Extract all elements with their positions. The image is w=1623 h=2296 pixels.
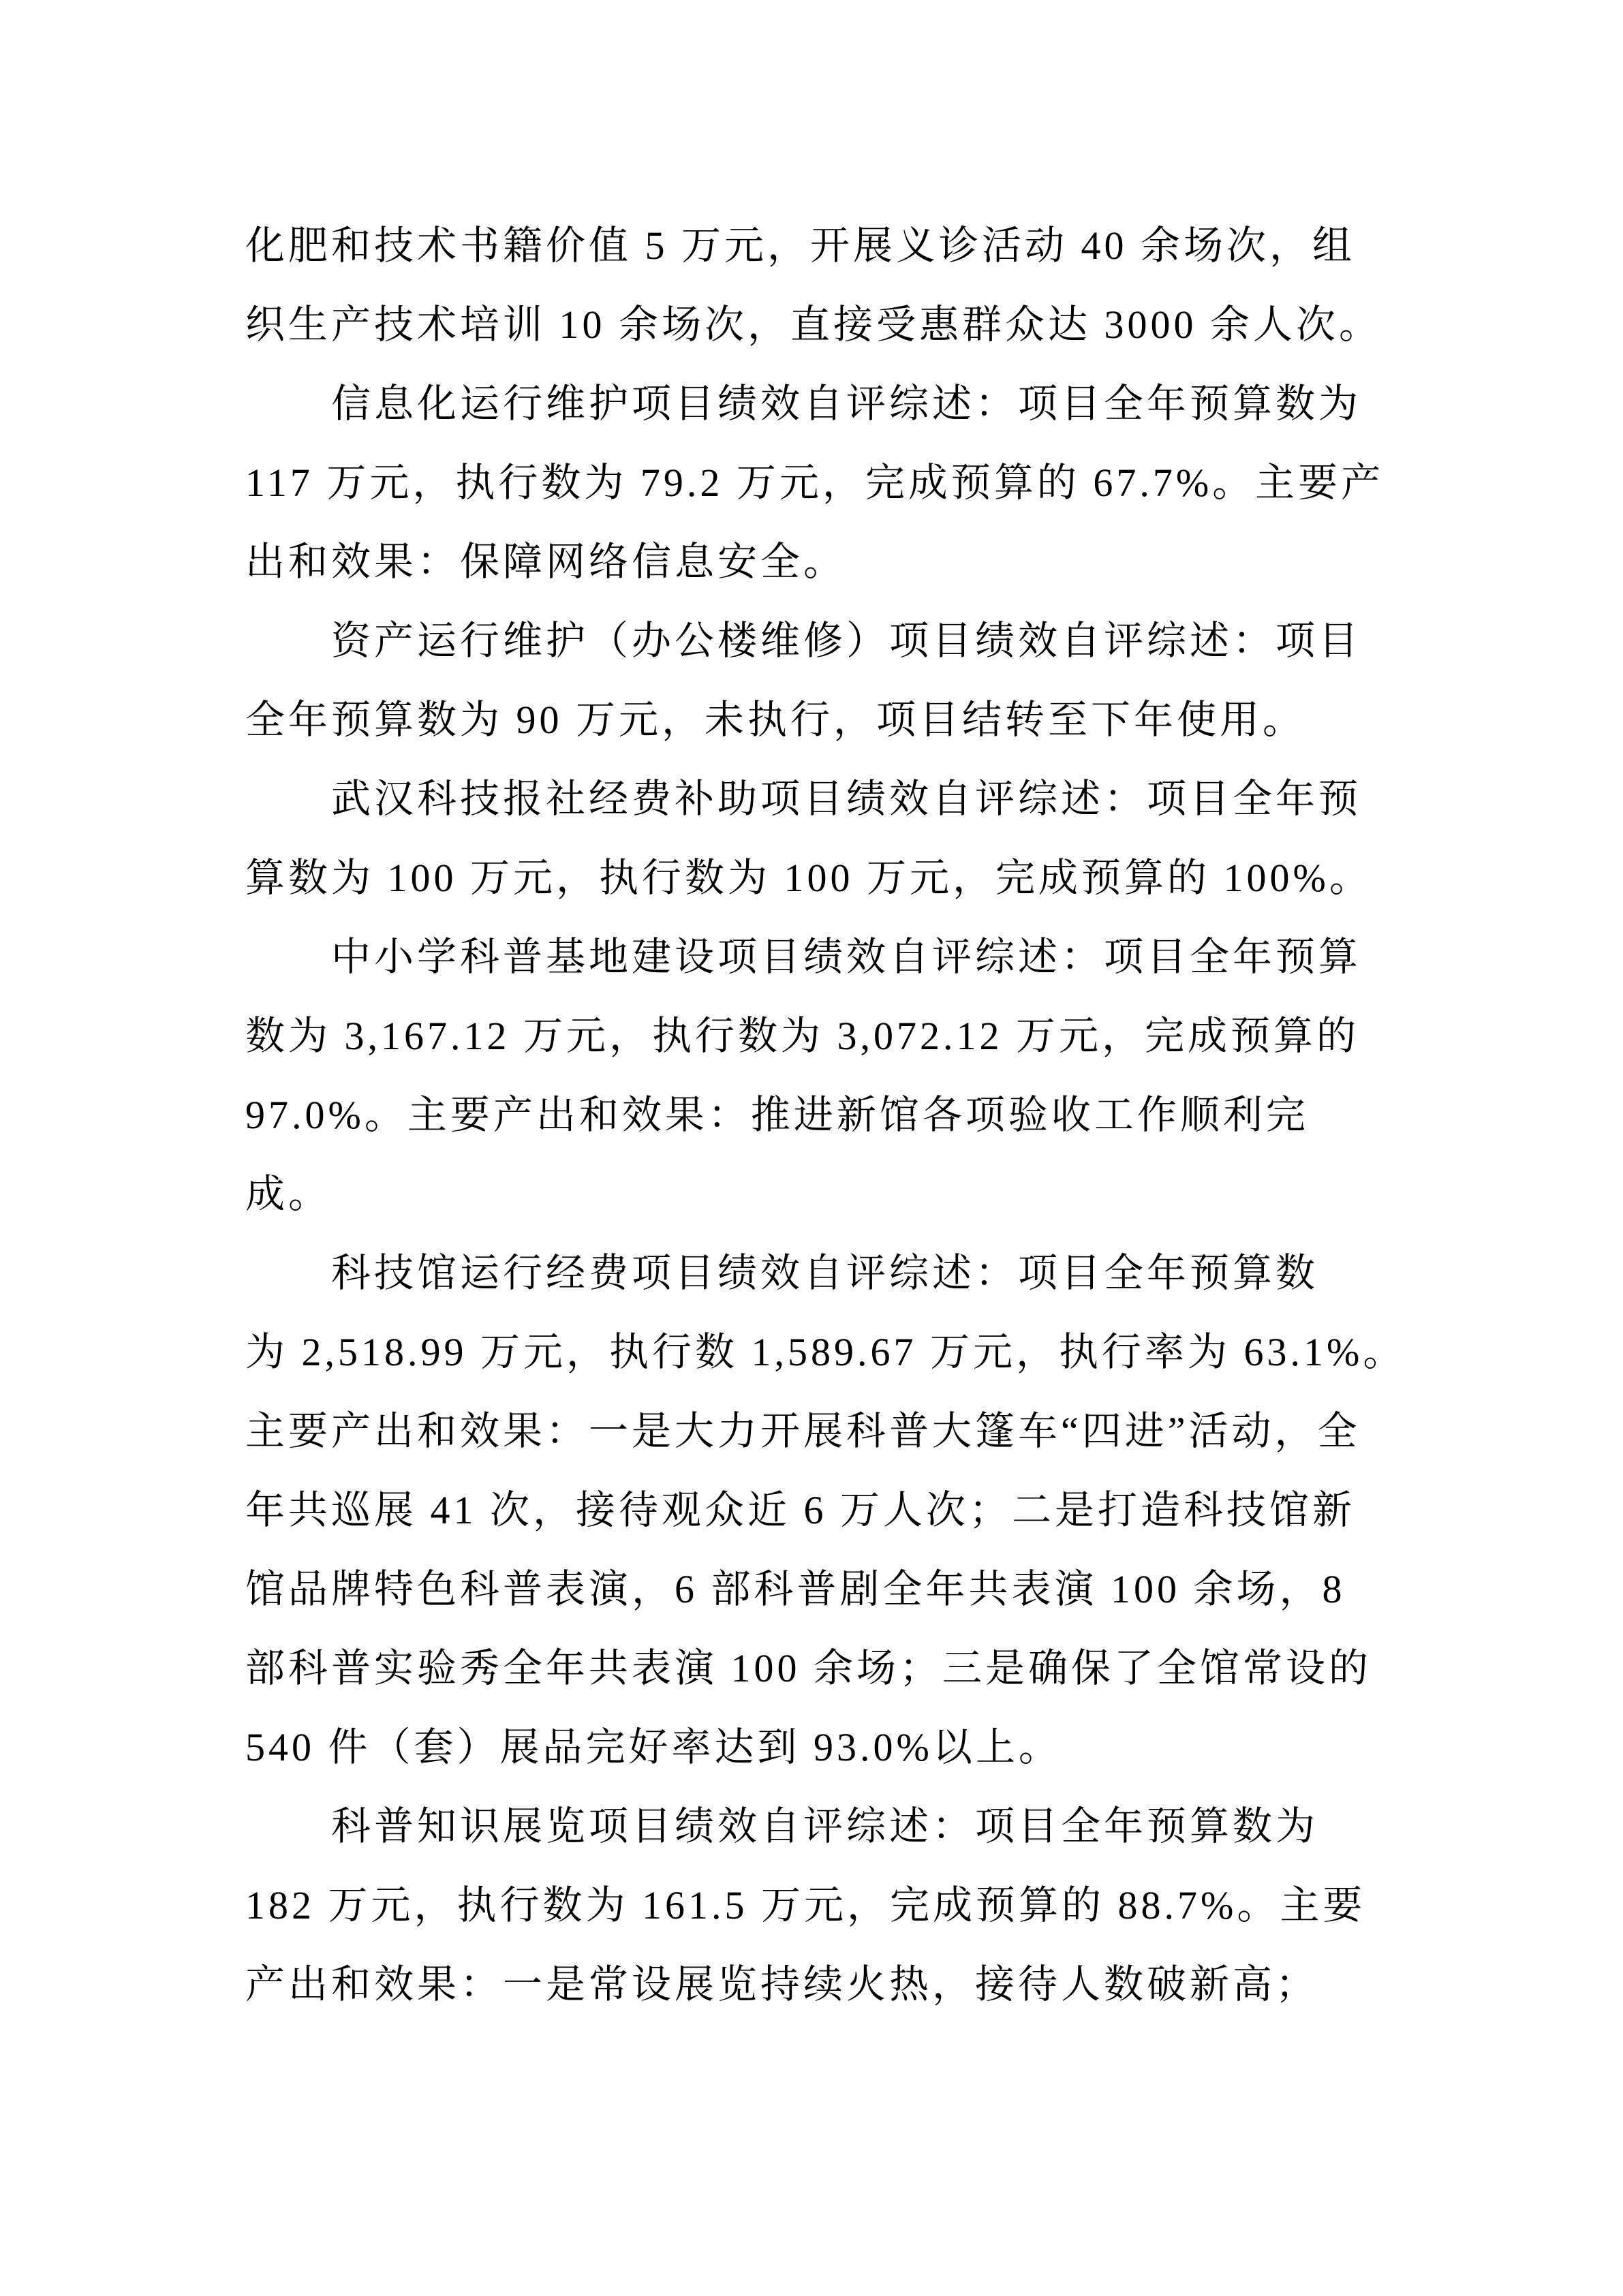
text-line: 全年预算数为 90 万元，未执行，项目结转至下年使用。 bbox=[245, 698, 1306, 742]
text-line: 中小学科普基地建设项目绩效自评综述：项目全年预算 bbox=[331, 935, 1362, 979]
text-line: 出和效果：保障网络信息安全。 bbox=[245, 540, 847, 584]
text-line: 年共巡展 41 次，接待观众近 6 万人次；二是打造科技馆新 bbox=[245, 1488, 1356, 1532]
text-line: 182 万元，执行数为 161.5 万元，完成预算的 88.7%。主要 bbox=[245, 1883, 1366, 1927]
text-line: 算数为 100 万元，执行数为 100 万元，完成预算的 100%。 bbox=[245, 856, 1372, 900]
text-line: 117 万元，执行数为 79.2 万元，完成预算的 67.7%。主要产 bbox=[245, 461, 1385, 505]
text-line: 产出和效果：一是常设展览持续火热，接待人数破新高； bbox=[245, 1962, 1319, 2006]
text-line: 为 2,518.99 万元，执行数 1,589.67 万元，执行率为 63.1%。 bbox=[245, 1330, 1406, 1374]
text-line: 科技馆运行经费项目绩效自评综述：项目全年预算数 bbox=[331, 1251, 1319, 1295]
text-line: 织生产技术培训 10 余场次，直接受惠群众达 3000 余人次。 bbox=[245, 302, 1382, 347]
text-line: 化肥和技术书籍价值 5 万元，开展义诊活动 40 余场次，组 bbox=[245, 223, 1356, 268]
text-line: 97.0%。主要产出和效果：推进新馆各项验收工作顺利完 bbox=[245, 1093, 1309, 1137]
text-line: 540 件（套）展品完好率达到 93.0%以上。 bbox=[245, 1725, 1062, 1769]
document-text-block bbox=[245, 206, 1406, 2024]
text-line: 数为 3,167.12 万元，执行数为 3,072.12 万元，完成预算的 bbox=[245, 1014, 1360, 1058]
text-line: 馆品牌特色科普表演，6 部科普剧全年共表演 100 余场，8 bbox=[245, 1567, 1346, 1611]
text-line: 武汉科技报社经费补助项目绩效自评综述：项目全年预 bbox=[331, 777, 1362, 821]
text-line: 部科普实验秀全年共表演 100 余场；三是确保了全馆常设的 bbox=[245, 1646, 1372, 1690]
text-line: 科普知识展览项目绩效自评综述：项目全年预算数为 bbox=[331, 1804, 1319, 1848]
text-line: 信息化运行维护项目绩效自评综述：项目全年预算数为 bbox=[331, 382, 1362, 426]
text-line: 成。 bbox=[245, 1172, 332, 1216]
text-line: 主要产出和效果：一是大力开展科普大篷车“四进”活动，全 bbox=[245, 1409, 1361, 1453]
text-line: 资产运行维护（办公楼维修）项目绩效自评综述：项目 bbox=[331, 619, 1362, 663]
